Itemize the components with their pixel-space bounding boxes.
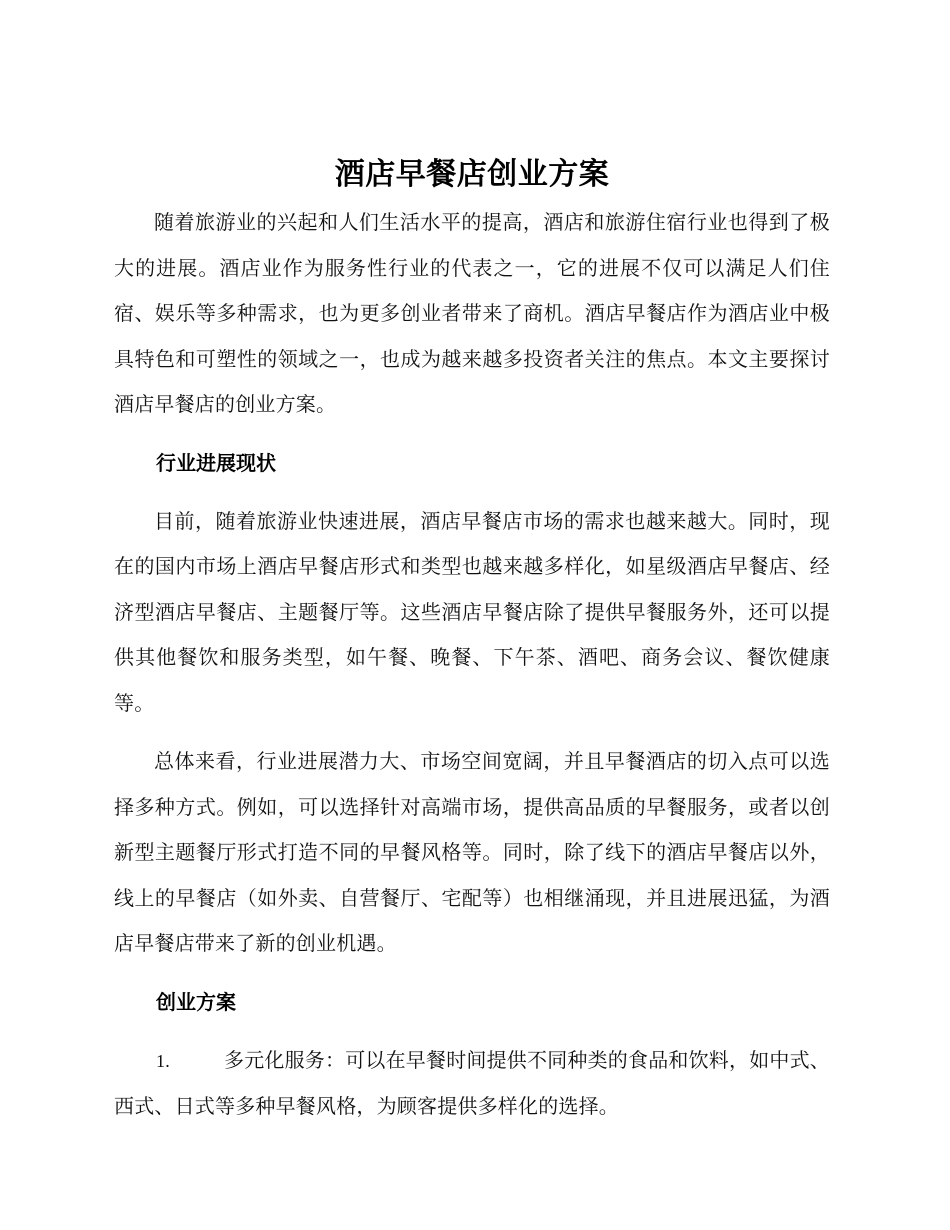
industry-status-paragraph-2: 总体来看，行业进展潜力大、市场空间宽阔，并且早餐酒店的切入点可以选择多种方式。例如，可以选择针对高端市场，提供高品质的早餐服务，或者以创新型主题餐厅形式打造不同的早餐风格等。同时，除了线下的酒店早餐店以外，线上的早餐店（如外卖、自营餐厅、宅配等）也相继涌现，并且进展迅猛，为酒店早餐店带来了新的创业机遇。 (114, 749, 830, 955)
industry-status-paragraph-1: 目前，随着旅游业快速进展，酒店早餐店市场的需求也越来越大。同时，现在的国内市场上酒店早餐店形式和类型也越来越多样化，如星级酒店早餐店、经济型酒店早餐店、主题餐厅等。这些酒店早餐店除了提供早餐服务外，还可以提供其他餐饮和服务类型，如午餐、晚餐、下午茶、酒吧、商务会议、餐饮健康等。 (114, 508, 830, 715)
intro-paragraph: 随着旅游业的兴起和人们生活水平的提高，酒店和旅游住宿行业也得到了极大的进展。酒店业作为服务性行业的代表之一，它的进展不仅可以满足人们住宿、娱乐等多种需求，也为更多创业者带来了商机。酒店早餐店作为酒店业中极具特色和可塑性的领域之一，也成为越来越多投资者关注的焦点。本文主要探讨酒店早餐店的创业方案。 (114, 210, 830, 416)
section-heading-industry-status: 行业进展现状 (156, 450, 276, 475)
list-item-text: 多元化服务：可以在早餐时间提供不同种类的食品和饮料，如中式、西式、日式等多种早餐风格，为顾客提供多样化的选择。 (114, 1047, 830, 1118)
document-body (114, 150, 830, 1130)
section-heading-business-plan: 创业方案 (156, 989, 236, 1014)
list-item-number: 1. (156, 1050, 170, 1071)
list-item (114, 1038, 830, 1130)
document-title: 酒店早餐店创业方案 (334, 157, 610, 192)
